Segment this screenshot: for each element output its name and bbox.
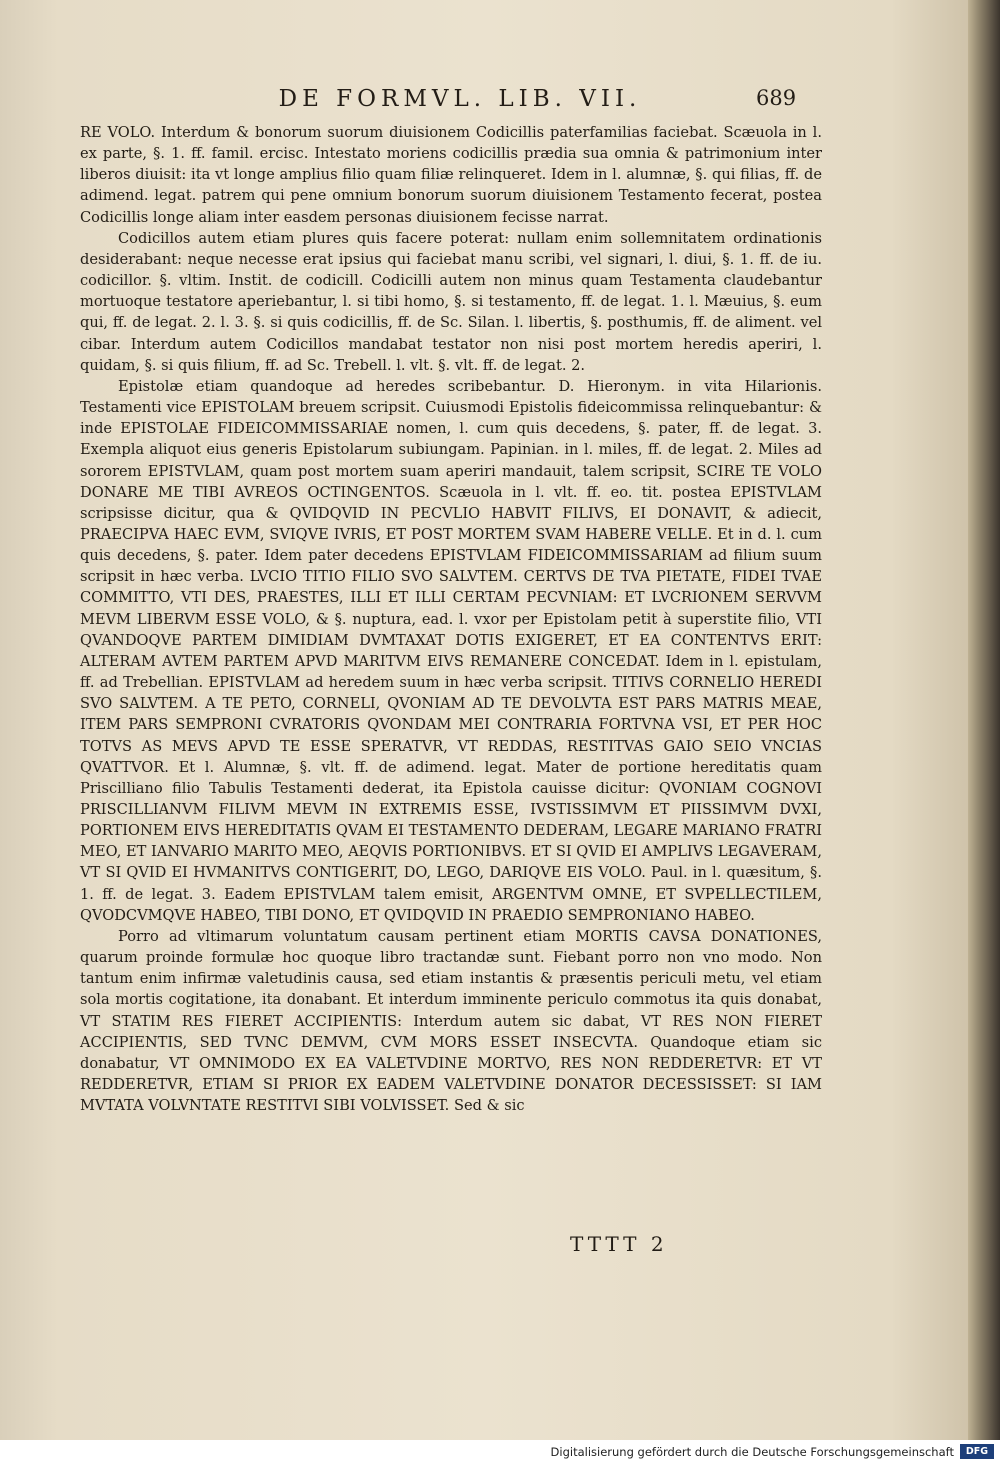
paragraph-1: RE VOLO. Interdum & bonorum suorum diuisionem Codicillis paterfamilias faciebat. Scæuola in l. ex parte, §. 1. ff. famil. ercisc. Intestato moriens codicillis prædia sua omnia & patrimonium inter liberos diuisit: ita vt longe amplius filio quam filiæ relinqueret. Idem in l. alumnæ, §. qui filias, ff. de adimend. legat. patrem qui pene omnium bonorum suorum diuisionem Testamento fecerat, postea Codicillis longe aliam inter easdem personas diuisionem fecisse narrat. bbox=[80, 124, 822, 226]
dfg-logo: DFG bbox=[960, 1444, 994, 1459]
paragraph-3: Epistolæ etiam quandoque ad heredes scribebantur. D. Hieronym. in vita Hilarionis. Testamenti vice EPISTOLAM breuem scripsit. Cuiusmodi Epistolis fideicommissa relinquebantur: & inde EPISTOLAE FIDEICOMMISSARIAE nomen, l. cum quis decedens, §. pater, ff. de legat. 3. Exempla aliquot eius generis Epistolarum subiungam. Papinian. in l. miles, ff. de legat. 2. Miles ad sororem EPISTVLAM, quam post mortem suam aperiri mandauit, talem scripsit, SCIRE TE VOLO DONARE ME TIBI AVREOS OCTINGENTOS. Scæuola in l. vlt. ff. eo. tit. postea EPISTVLAM scripsisse dicitur, qua & QVIDQVID IN PECVLIO HABVIT FILIVS, EI DONAVIT, & adiecit, PRAECIPVA HAEC EVM, SVIQVE IVRIS, ET POST MORTEM SVAM HABERE VELLE. Et in d. l. cum quis decedens, §. pater. Idem pater decedens EPISTVLAM FIDEICOMMISSARIAM ad filium suum scripsit in hæc verba. LVCIO TITIO FILIO SVO SALVTEM. CERTVS DE TVA PIETATE, FIDEI TVAE COMMITTO, VTI DES, PRAESTES, ILLI ET ILLI CERTAM PECVNIAM: ET LVCRIONEM SERVVM MEVM LIBERVM ESSE VOLO, & §. nuptura, ead. l. vxor per Epistolam petit à superstite filio, VTI QVANDOQVE PARTEM DIMIDIAM DVMTAXAT DOTIS EXIGERET, ET EA CONTENTVS ERIT: ALTERAM AVTEM PARTEM APVD MARITVM EIVS REMANERE CONCEDAT. Idem in l. epistulam, ff. ad Trebellian. EPISTVLAM ad heredem suum in hæc verba scripsit. TITIVS CORNELIO HEREDI SVO SALVTEM. A TE PETO, CORNELI, QVONIAM AD TE DEVOLVTA EST PARS MATRIS MEAE, ITEM PARS SEMPRONI CVRATORIS QVONDAM MEI CONTRARIA FORTVNA VSI, ET PER HOC TOTVS AS MEVS APVD TE ESSE SPERATVR, VT REDDAS, RESTITVAS GAIO SEIO VNCIAS QVATTVOR. Et l. Alumnæ, §. vlt. ff. de adimend. legat. Mater de portione hereditatis quam Priscilliano filio Tabulis Testamenti dederat, ita Epistola cauisse dicitur: QVONIAM COGNOVI PRISCILLIANVM FILIVM MEVM IN EXTREMIS ESSE, IVSTISSIMVM ET PIISSIMVM DVXI, PORTIONEM EIVS HEREDITATIS QVAM EI TESTAMENTO DEDERAM, LEGARE MARIANO FRATRI MEO, ET IANVARIO MARITO MEO, AEQVIS PORTIONIBVS. ET SI QVID EI AMPLIVS LEGAVERAM, VT SI QVID EI HVMANITVS CONTIGERIT, DO, LEGO, DARIQVE EIS VOLO. Paul. in l. quæsitum, §. 1. ff. de legat. 3. Eadem EPISTVLAM talem emisit, ARGENTVM OMNE, ET SVPELLECTILEM, QVODCVMQVE HABEO, TIBI DONO, ET QVIDQVID IN PRAEDIO SEMPRONIANO HABEO. bbox=[80, 377, 822, 924]
signature-mark: TTTT 2 bbox=[570, 1232, 668, 1256]
paragraph-4: Porro ad vltimarum voluntatum causam pertinent etiam MORTIS CAVSA DONATIONES, quarum proinde formulæ hoc quoque libro tractandæ sunt. Fiebant porro non vno modo. Non tantum enim infirmæ valetudinis causa, sed etiam instantis & præsentis periculi metu, vel etiam sola mortis cogitatione, ita donabant. Et interdum imminente periculo commotus ita quis donabat, VT STATIM RES FIERET ACCIPIENTIS: Interdum autem sic dabat, VT RES NON FIERET ACCIPIENTIS, SED TVNC DEMVM, CVM MORS ESSET INSECVTA. Quandoque etiam sic donabatur, VT OMNIMODO EX EA VALETVDINE MORTVO, RES NON REDDERETVR: ET VT REDDERETVR, ETIAM SI PRIOR EX EADEM VALETVDINE DONATOR DECESSISSET: SI IAM MVTATA VOLVNTATE RESTITVI SIBI VOLVISSET. Sed & sic bbox=[80, 927, 822, 1115]
page-edge bbox=[968, 0, 1000, 1440]
page-number: 689 bbox=[756, 86, 797, 110]
main-text bbox=[80, 122, 822, 1116]
footer-credit: Digitalisierung gefördert durch die Deutsche Forschungsgemeinschaft bbox=[550, 1445, 954, 1459]
running-head bbox=[0, 86, 968, 116]
footer-bar bbox=[0, 1440, 1000, 1464]
paragraph-2: Codicillos autem etiam plures quis facere poterat: nullam enim sollemnitatem ordinationis desiderabant: neque necesse erat ipsius qui faciebat manu scribi, vel signari, l. diui, §. 1. ff. de iu. codicillor. §. vltim. Instit. de codicill. Codicilli autem non minus quam Testamenta claudebantur mortuoque testatore aperiebantur, l. si tibi homo, §. si testamento, ff. de legat. 1. l. Mæuius, §. eum qui, ff. de legat. 2. l. 3. §. si quis codicillis, ff. de Sc. Silan. l. libertis, §. posthumis, ff. de aliment. vel cibar. Interdum autem Codicillos mandabat testator non nisi post mortem heredis aperiri, l. quidam, §. si quis filium, ff. ad Sc. Trebell. l. vlt. §. vlt. ff. de legat. 2. bbox=[80, 229, 822, 374]
running-title: DE FORMVL. LIB. VII. bbox=[278, 86, 642, 112]
